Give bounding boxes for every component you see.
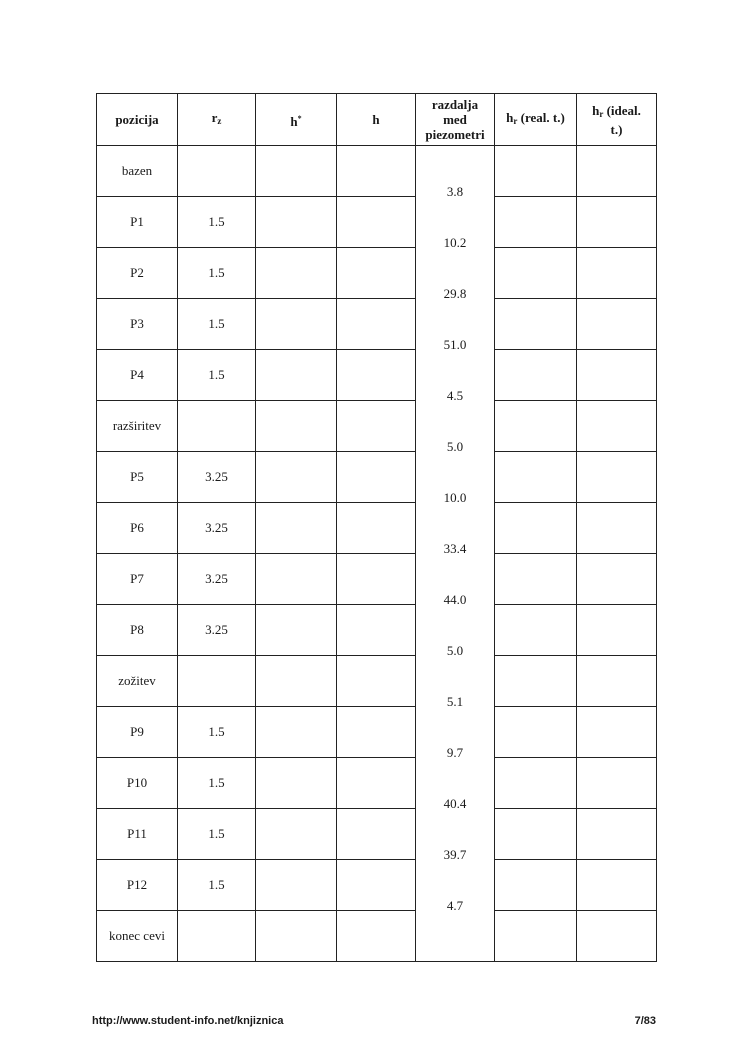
cell-hr-ideal: [577, 452, 657, 503]
cell-hr-ideal: [577, 503, 657, 554]
table-row: [97, 605, 657, 656]
cell-h: [337, 758, 416, 809]
header-pozicija: pozicija: [97, 94, 178, 146]
cell-pozicija: bazen: [97, 146, 178, 197]
cell-rz: 3.25: [178, 605, 256, 656]
cell-pozicija: P3: [97, 299, 178, 350]
distance-value: 5.0: [446, 642, 464, 658]
cell-h: [337, 656, 416, 707]
cell-razdalja: [416, 350, 495, 401]
cell-hr-ideal: [577, 605, 657, 656]
cell-hr-ideal: [577, 911, 657, 962]
cell-razdalja: [416, 860, 495, 911]
distance-value: 39.7: [443, 846, 467, 862]
distance-value: 51.0: [443, 336, 467, 352]
cell-razdalja: [416, 401, 495, 452]
cell-razdalja: [416, 452, 495, 503]
cell-hr-ideal: [577, 758, 657, 809]
cell-rz: [178, 401, 256, 452]
cell-rz: 1.5: [178, 299, 256, 350]
table-row: [97, 350, 657, 401]
cell-hr-real: [495, 350, 577, 401]
cell-rz: 1.5: [178, 758, 256, 809]
cell-h: [337, 707, 416, 758]
measurement-table: [96, 93, 657, 962]
table-row: [97, 656, 657, 707]
cell-pozicija: P9: [97, 707, 178, 758]
table-row: [97, 503, 657, 554]
table-row: [97, 401, 657, 452]
table-row: [97, 452, 657, 503]
cell-hr-ideal: [577, 146, 657, 197]
cell-h-star: [256, 452, 337, 503]
cell-razdalja: [416, 146, 495, 197]
cell-h: [337, 197, 416, 248]
cell-hr-real: [495, 554, 577, 605]
cell-pozicija: P8: [97, 605, 178, 656]
cell-h-star: [256, 248, 337, 299]
cell-razdalja: [416, 299, 495, 350]
cell-rz: 1.5: [178, 809, 256, 860]
distance-value: 10.2: [443, 234, 467, 250]
cell-rz: 3.25: [178, 503, 256, 554]
cell-pozicija: P1: [97, 197, 178, 248]
cell-rz: 3.25: [178, 554, 256, 605]
cell-h-star: [256, 350, 337, 401]
cell-h: [337, 605, 416, 656]
cell-h-star: [256, 299, 337, 350]
cell-h: [337, 299, 416, 350]
cell-hr-ideal: [577, 350, 657, 401]
cell-rz: 1.5: [178, 350, 256, 401]
cell-h: [337, 554, 416, 605]
cell-hr-ideal: [577, 401, 657, 452]
cell-pozicija: razširitev: [97, 401, 178, 452]
cell-pozicija: P2: [97, 248, 178, 299]
cell-h-star: [256, 758, 337, 809]
cell-pozicija: P6: [97, 503, 178, 554]
cell-pozicija: P11: [97, 809, 178, 860]
cell-razdalja: [416, 656, 495, 707]
distance-value: 9.7: [446, 744, 464, 760]
cell-h-star: [256, 656, 337, 707]
cell-hr-real: [495, 401, 577, 452]
cell-razdalja: [416, 605, 495, 656]
table-row: [97, 197, 657, 248]
distance-value: 4.5: [446, 387, 464, 403]
cell-h-star: [256, 503, 337, 554]
cell-h-star: [256, 197, 337, 248]
cell-rz: 1.5: [178, 707, 256, 758]
cell-hr-ideal: [577, 656, 657, 707]
cell-hr-real: [495, 248, 577, 299]
table-row: [97, 758, 657, 809]
distance-value: 33.4: [443, 540, 467, 556]
header-hr-real: $h_r$ (real. t.): [495, 94, 577, 146]
cell-razdalja: [416, 248, 495, 299]
header-hr-ideal: $h_r$ (ideal. t.): [577, 94, 657, 146]
cell-hr-ideal: [577, 554, 657, 605]
cell-h: [337, 350, 416, 401]
distance-value: 5.1: [446, 693, 464, 709]
cell-h-star: [256, 860, 337, 911]
cell-hr-real: [495, 758, 577, 809]
cell-hr-ideal: [577, 248, 657, 299]
header-razdalja: razdalja med piezometri: [416, 94, 495, 146]
cell-h-star: [256, 707, 337, 758]
distance-value: 44.0: [443, 591, 467, 607]
cell-pozicija: P5: [97, 452, 178, 503]
cell-h-star: [256, 605, 337, 656]
cell-h: [337, 452, 416, 503]
cell-hr-real: [495, 299, 577, 350]
cell-hr-real: [495, 605, 577, 656]
cell-pozicija: P4: [97, 350, 178, 401]
cell-h: [337, 860, 416, 911]
distance-value: 3.8: [446, 184, 464, 199]
cell-pozicija: P12: [97, 860, 178, 911]
cell-hr-ideal: [577, 299, 657, 350]
cell-hr-real: [495, 503, 577, 554]
distance-value: 5.0: [446, 438, 464, 454]
header-row: [97, 94, 657, 146]
table-row: [97, 554, 657, 605]
table-row: [97, 911, 657, 962]
cell-rz: 1.5: [178, 197, 256, 248]
cell-razdalja: [416, 503, 495, 554]
cell-razdalja: [416, 197, 495, 248]
table-row: [97, 707, 657, 758]
cell-hr-real: [495, 860, 577, 911]
cell-h-star: [256, 401, 337, 452]
cell-rz: [178, 146, 256, 197]
cell-razdalja: [416, 911, 495, 962]
cell-pozicija: konec cevi: [97, 911, 178, 962]
cell-hr-real: [495, 809, 577, 860]
cell-rz: 1.5: [178, 860, 256, 911]
footer-url: http://www.student-info.net/knjiznica: [92, 1015, 284, 1027]
distance-value: 10.0: [443, 489, 467, 505]
cell-rz: [178, 911, 256, 962]
cell-hr-ideal: [577, 860, 657, 911]
cell-hr-real: [495, 911, 577, 962]
cell-razdalja: [416, 554, 495, 605]
cell-hr-real: [495, 656, 577, 707]
distance-value: 40.4: [443, 795, 467, 811]
table-row: [97, 248, 657, 299]
cell-hr-ideal: [577, 809, 657, 860]
header-h-star: h*: [256, 94, 337, 146]
cell-hr-real: [495, 197, 577, 248]
cell-rz: 3.25: [178, 452, 256, 503]
table-row: [97, 860, 657, 911]
cell-h: [337, 503, 416, 554]
cell-rz: 1.5: [178, 248, 256, 299]
cell-hr-real: [495, 146, 577, 197]
cell-h: [337, 401, 416, 452]
cell-h: [337, 146, 416, 197]
page-number: 7/83: [634, 1015, 656, 1027]
cell-pozicija: P7: [97, 554, 178, 605]
cell-h-star: [256, 146, 337, 197]
cell-hr-real: [495, 707, 577, 758]
cell-razdalja: [416, 758, 495, 809]
cell-h: [337, 809, 416, 860]
table-row: [97, 299, 657, 350]
cell-razdalja: [416, 809, 495, 860]
distance-value: 4.7: [446, 897, 464, 913]
cell-razdalja: [416, 707, 495, 758]
table-row: [97, 809, 657, 860]
cell-h-star: [256, 911, 337, 962]
table-row: [97, 146, 657, 197]
cell-hr-ideal: [577, 197, 657, 248]
distance-value: 29.8: [443, 285, 467, 301]
header-rz: $r_z$: [178, 94, 256, 146]
cell-pozicija: P10: [97, 758, 178, 809]
cell-h: [337, 911, 416, 962]
cell-hr-real: [495, 452, 577, 503]
header-h: h: [337, 94, 416, 146]
cell-rz: [178, 656, 256, 707]
cell-h: [337, 248, 416, 299]
cell-h-star: [256, 554, 337, 605]
cell-hr-ideal: [577, 707, 657, 758]
cell-h-star: [256, 809, 337, 860]
cell-pozicija: zožitev: [97, 656, 178, 707]
